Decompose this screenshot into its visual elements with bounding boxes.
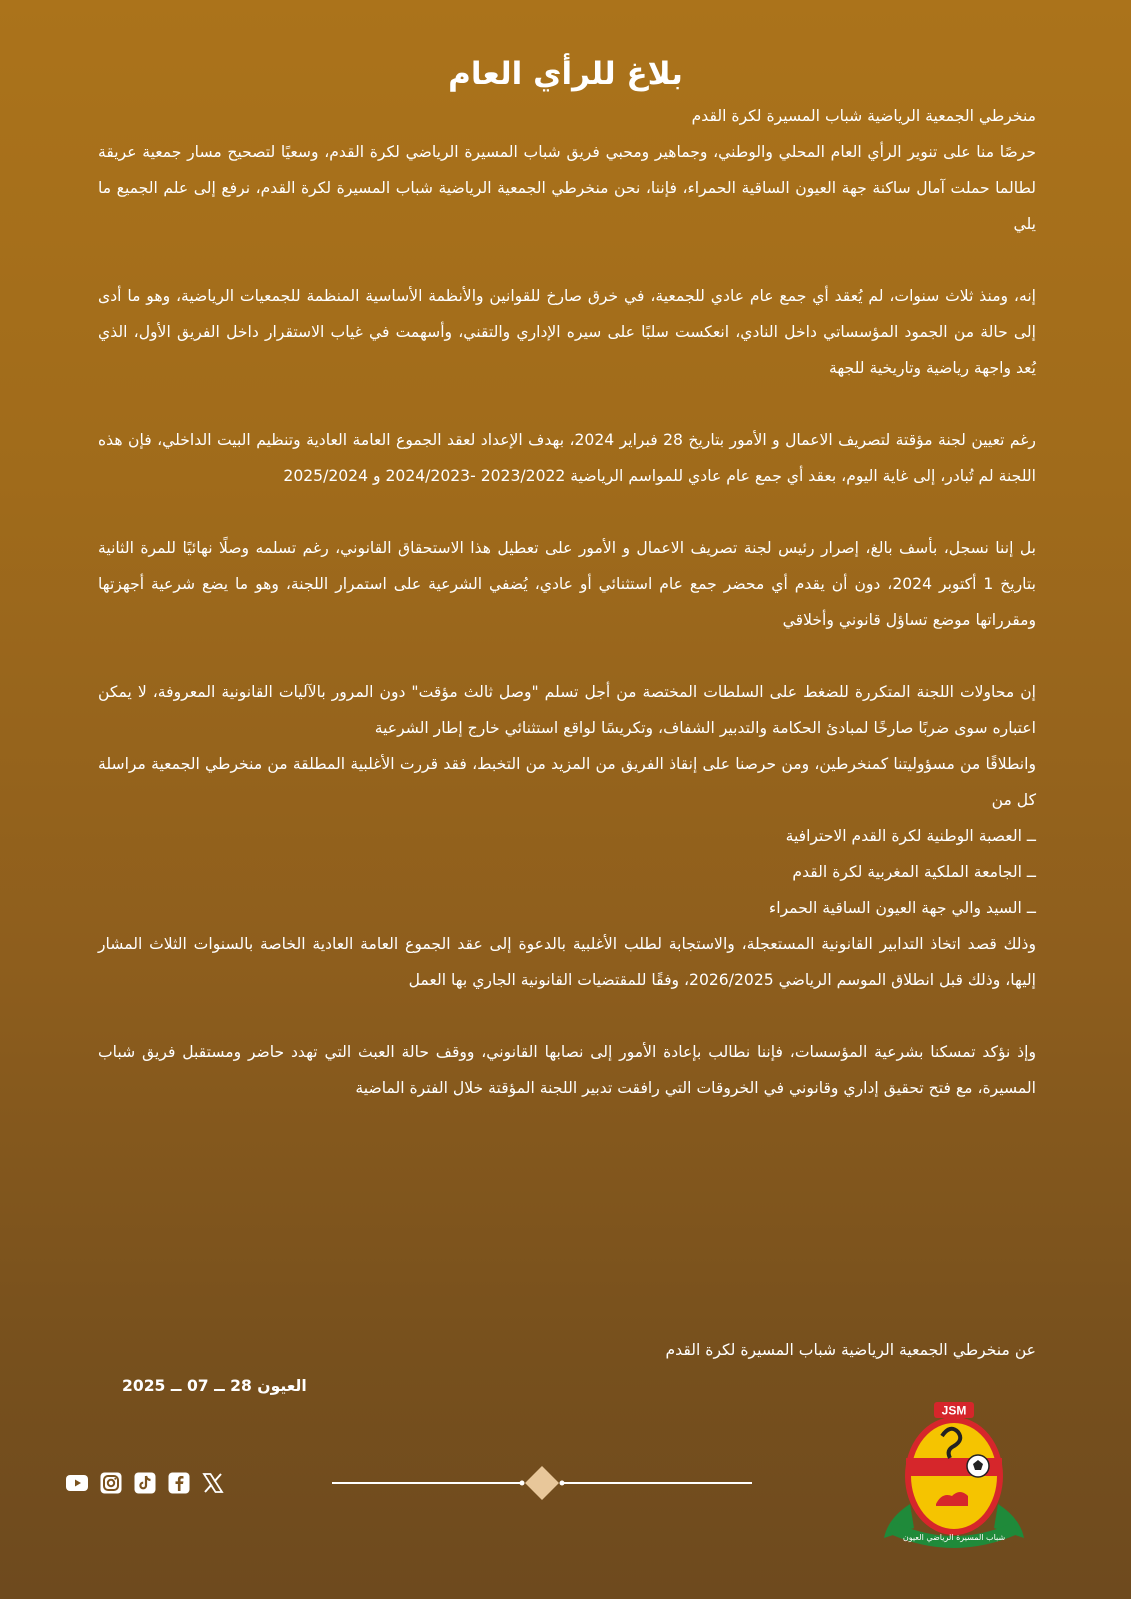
sender-line: منخرطي الجمعية الرياضية شباب المسيرة لكرة القدم: [691, 107, 1036, 125]
club-logo: [880, 1400, 1028, 1550]
social-icons: [64, 1470, 226, 1496]
paragraph-2: رغم تعيين لجنة مؤقتة لتصريف الاعمال و الأمور بتاريخ 28 فبراير 2024، بهدف الإعداد لعقد الجموع العامة العادية وتنظيم البيت الداخلي، فإن هذه اللجنة لم تُبادر، إلى غاية اليوم، بعقد أي جمع عام عادي للمواسم الرياضية 2023/2022 -2024/2023 و 2025/2024: [98, 431, 1036, 485]
tiktok-icon[interactable]: [132, 1470, 158, 1496]
x-icon[interactable]: [200, 1470, 226, 1496]
paragraph-3: بل إننا نسجل، بأسف بالغ، إصرار رئيس لجنة تصريف الاعمال و الأمور على تعطيل هذا الاستحقاق القانوني، رغم تسلمه وصلًا نهائيًا للمرة الثانية بتاريخ 1 أكتوبر 2024، دون أن يقدم أي محضر جمع عام استثنائي أو عادي، يُضفي الشرعية على استمرار اللجنة، وهو ما يضع شرعية أجهزتها ومقرراتها موضع تساؤل قانوني وأخلاقي: [98, 539, 1036, 629]
ornament-divider: [332, 1466, 752, 1500]
signature-line: عن منخرطي الجمعية الرياضية شباب المسيرة لكرة القدم: [665, 1341, 1036, 1359]
paragraph-6: وذلك قصد اتخاذ التدابير القانونية المستعجلة، والاستجابة لطلب الأغلبية بالدعوة إلى عقد الجموع العامة العادية الخاصة بالسنوات الثلاث المشار إليها، وذلك قبل انطلاق الموسم الرياضي 2026/2025، وفقًا للمقتضيات القانونية الجاري بها العمل: [98, 935, 1036, 989]
paragraph-4: إن محاولات اللجنة المتكررة للضغط على السلطات المختصة من أجل تسلم "وصل ثالث مؤقت" دون المرور بالآليات القانونية المعروفة، لا يمكن اعتباره سوى ضربًا صارخًا لمبادئ الحكامة والتدبير الشفاف، وتكريسًا لواقع استثنائي خارج إطار الشرعية: [98, 683, 1036, 737]
date-line: العيون 28 ــ 07 ــ 2025: [122, 1377, 307, 1395]
logo-badge-text: JSM: [941, 1403, 967, 1418]
page-title: بلاغ للرأي العام: [448, 56, 683, 92]
paragraph-1: إنه، ومنذ ثلاث سنوات، لم يُعقد أي جمع عام عادي للجمعية، في خرق صارخ للقوانين والأنظمة الأساسية المنظمة للجمعيات الرياضية، وهو ما أدى إلى حالة من الجمود المؤسساتي داخل النادي، انعكست سلبًا على سيره الإداري والتقني، وأسهمت في غياب الاستقرار داخل الفريق الأول، الذي يُعد واجهة رياضية وتاريخية للجهة: [98, 287, 1036, 377]
intro-paragraph: حرصًا منا على تنوير الرأي العام المحلي والوطني، وجماهير ومحبي فريق شباب المسيرة الرياضي لكرة القدم، وسعيًا لتصحيح مسار جمعية عريقة لطالما حملت آمال ساكنة جهة العيون الساقية الحمراء، فإننا، نحن منخرطي الجمعية الرياضية شباب المسيرة لكرة القدم، نرفع إلى علم الجميع ما يلي: [98, 143, 1036, 233]
paragraph-7: وإذ نؤكد تمسكنا بشرعية المؤسسات، فإننا نطالب بإعادة الأمور إلى نصابها القانوني، ووقف حالة العبث التي تهدد حاضر ومستقبل فريق شباب المسيرة، مع فتح تحقيق إداري وقانوني في الخروقات التي رافقت تدبير اللجنة المؤقتة خلال الفترة الماضية: [98, 1043, 1036, 1097]
paragraph-5: وانطلاقًا من مسؤوليتنا كمنخرطين، ومن حرصنا على إنقاذ الفريق من المزيد من التخبط، فقد قررت الأغلبية المطلقة من منخرطي الجمعية مراسلة كل من: [98, 755, 1036, 809]
facebook-icon[interactable]: [166, 1470, 192, 1496]
document-body: [98, 98, 1036, 1106]
recipient-item: ــ الجامعة الملكية المغربية لكرة القدم: [792, 863, 1036, 881]
logo-ribbon-text: شباب المسيرة الرياضي العيون: [902, 1533, 1006, 1542]
recipient-item: ــ العصبة الوطنية لكرة القدم الاحترافية: [785, 827, 1036, 845]
youtube-icon[interactable]: [64, 1470, 90, 1496]
instagram-icon[interactable]: [98, 1470, 124, 1496]
recipient-item: ــ السيد والي جهة العيون الساقية الحمراء: [768, 899, 1036, 917]
